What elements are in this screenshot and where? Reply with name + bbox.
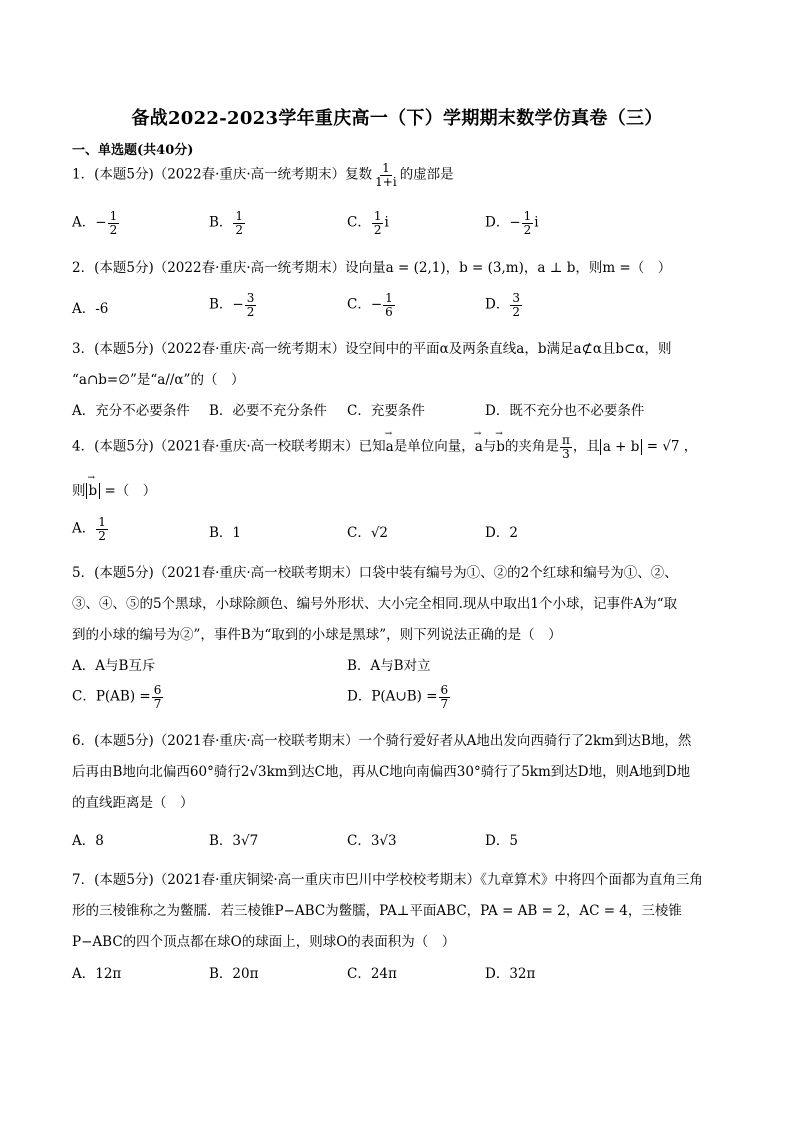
q7-option-d[interactable]: D．32π — [485, 966, 536, 982]
q2-perp: a ⊥ b — [537, 260, 576, 276]
q1-option-c[interactable]: C． $\frac{1}{2}$ i — [347, 209, 389, 237]
q2-vector-a: a = (2,1) — [385, 260, 446, 276]
q6-option-d[interactable]: D．5 — [485, 833, 518, 849]
question-5-line-3: 到的小球的编号为②”，事件B为“取到的小球是黑球”，则下列说法正确的是（ ） — [72, 627, 562, 643]
q5-option-b[interactable]: B．A与B对立 — [347, 658, 431, 674]
section-heading: 一、单选题(共40分) — [72, 143, 194, 158]
question-4-line-1: 4．(本题5分)（2021春·重庆·高一校联考期末）已知→ a是单位向量，→ a与→ b的夹角是 $\frac{\pi}{3}$ ，且 a + b = √7 ， — [72, 434, 697, 460]
q2-option-d[interactable]: D． $\frac{3}{2}$ — [485, 291, 520, 319]
q1-text: 1．(本题5分)（2022春·重庆·高一统考期末）复数 — [72, 166, 373, 183]
q4-sum-abs: a + b — [600, 439, 643, 455]
q3-option-a[interactable]: A．充分不必要条件 — [72, 403, 190, 419]
q6-option-c[interactable]: C．3√3 — [347, 833, 397, 849]
question-6-line-3: 的直线距离是（ ） — [72, 795, 194, 811]
q1-option-a[interactable]: A．− $\frac{1}{2}$ — [72, 209, 118, 237]
q2-option-b[interactable]: B．− $\frac{3}{2}$ — [209, 291, 255, 319]
q7-option-c[interactable]: C．24π — [347, 966, 397, 982]
q1-tail: 的虚部是 — [399, 166, 454, 183]
q6-option-b[interactable]: B．3√7 — [209, 833, 259, 849]
q4-option-b[interactable]: B．1 — [209, 525, 242, 541]
q3-option-d[interactable]: D．既不充分也不必要条件 — [485, 403, 645, 419]
question-7-line-3: P−ABC的四个顶点都在球O的球面上，则球O的表面积为（ ） — [72, 934, 456, 950]
q2-option-a[interactable]: A．-6 — [72, 301, 109, 317]
question-3-line-2: “a∩b=∅”是“a//α”的（ ） — [72, 372, 245, 388]
page-title: 备战2022-2023学年重庆高一（下）学期期末数学仿真卷（三） — [131, 108, 663, 129]
q5-option-c[interactable]: C．P(AB) = $\frac{6}{7}$ — [72, 683, 162, 711]
question-7-line-2: 形的三棱锥称之为鳖臑．若三棱锥P−ABC为鳖臑，PA⊥平面ABC，PA = AB = 2，AC = 4，三棱锥 — [72, 903, 682, 919]
q4-option-d[interactable]: D．2 — [485, 525, 518, 541]
question-4-line-2: 则→ b =（ ） — [72, 479, 156, 499]
question-5-line-2: ③、④、⑤的5个黑球，小球除颜色、编号外形状、大小完全相同.现从中取出1个小球，记事件A为“取 — [72, 596, 678, 612]
question-3-line-1: 3．(本题5分)（2022春·重庆·高一统考期末）设空间中的平面α及两条直线a，b满足a⊄α且b⊂α，则 — [72, 341, 672, 357]
q2-option-c[interactable]: C．− $\frac{1}{6}$ — [347, 291, 393, 319]
q5-option-d[interactable]: D．P(A∪B) = $\frac{6}{7}$ — [347, 683, 449, 711]
question-2: 2．(本题5分)（2022春·重庆·高一统考期末）设向量a = (2,1)，b = (3,m)，a ⊥ b，则m =（ ） — [72, 260, 672, 276]
q4-option-c[interactable]: C．√2 — [347, 525, 389, 541]
q7-option-a[interactable]: A．12π — [72, 966, 122, 982]
question-6-line-2: 后再由B地向北偏西60°骑行2√3km到达C地，再从C地向南偏西30°骑行了5km到达D地，则A地到D地 — [72, 764, 691, 780]
q6-option-a[interactable]: A．8 — [72, 833, 104, 849]
q1-fraction: $\frac{1}{1+i}$ — [375, 161, 397, 189]
q2-vector-b: b = (3,m) — [459, 260, 524, 276]
q4-option-a[interactable]: A． $\frac{1}{2}$ — [72, 515, 106, 543]
question-7-line-1: 7．(本题5分)（2021春·重庆铜梁·高一重庆市巴川中学校校考期末）《九章算术》中将四个面都为直角三角 — [72, 872, 703, 888]
question-6-line-1: 6．(本题5分)（2021春·重庆·高一校联考期末）一个骑行爱好者从A地出发向西骑行了2km到达B地，然 — [72, 733, 692, 749]
q3-option-b[interactable]: B．必要不充分条件 — [209, 403, 327, 419]
question-1 — [72, 162, 454, 188]
q3-option-c[interactable]: C．充要条件 — [347, 403, 425, 419]
q7-option-b[interactable]: B．20π — [209, 966, 259, 982]
question-5-line-1: 5．(本题5分)（2021春·重庆·高一校联考期末）口袋中装有编号为①、②的2个红球和编号为①、②、 — [72, 565, 678, 581]
q1-option-b[interactable]: B． $\frac{1}{2}$ — [209, 209, 244, 237]
q5-option-a[interactable]: A．A与B互斥 — [72, 658, 156, 674]
q1-option-d[interactable]: D．− $\frac{1}{2}$ i — [485, 209, 539, 237]
